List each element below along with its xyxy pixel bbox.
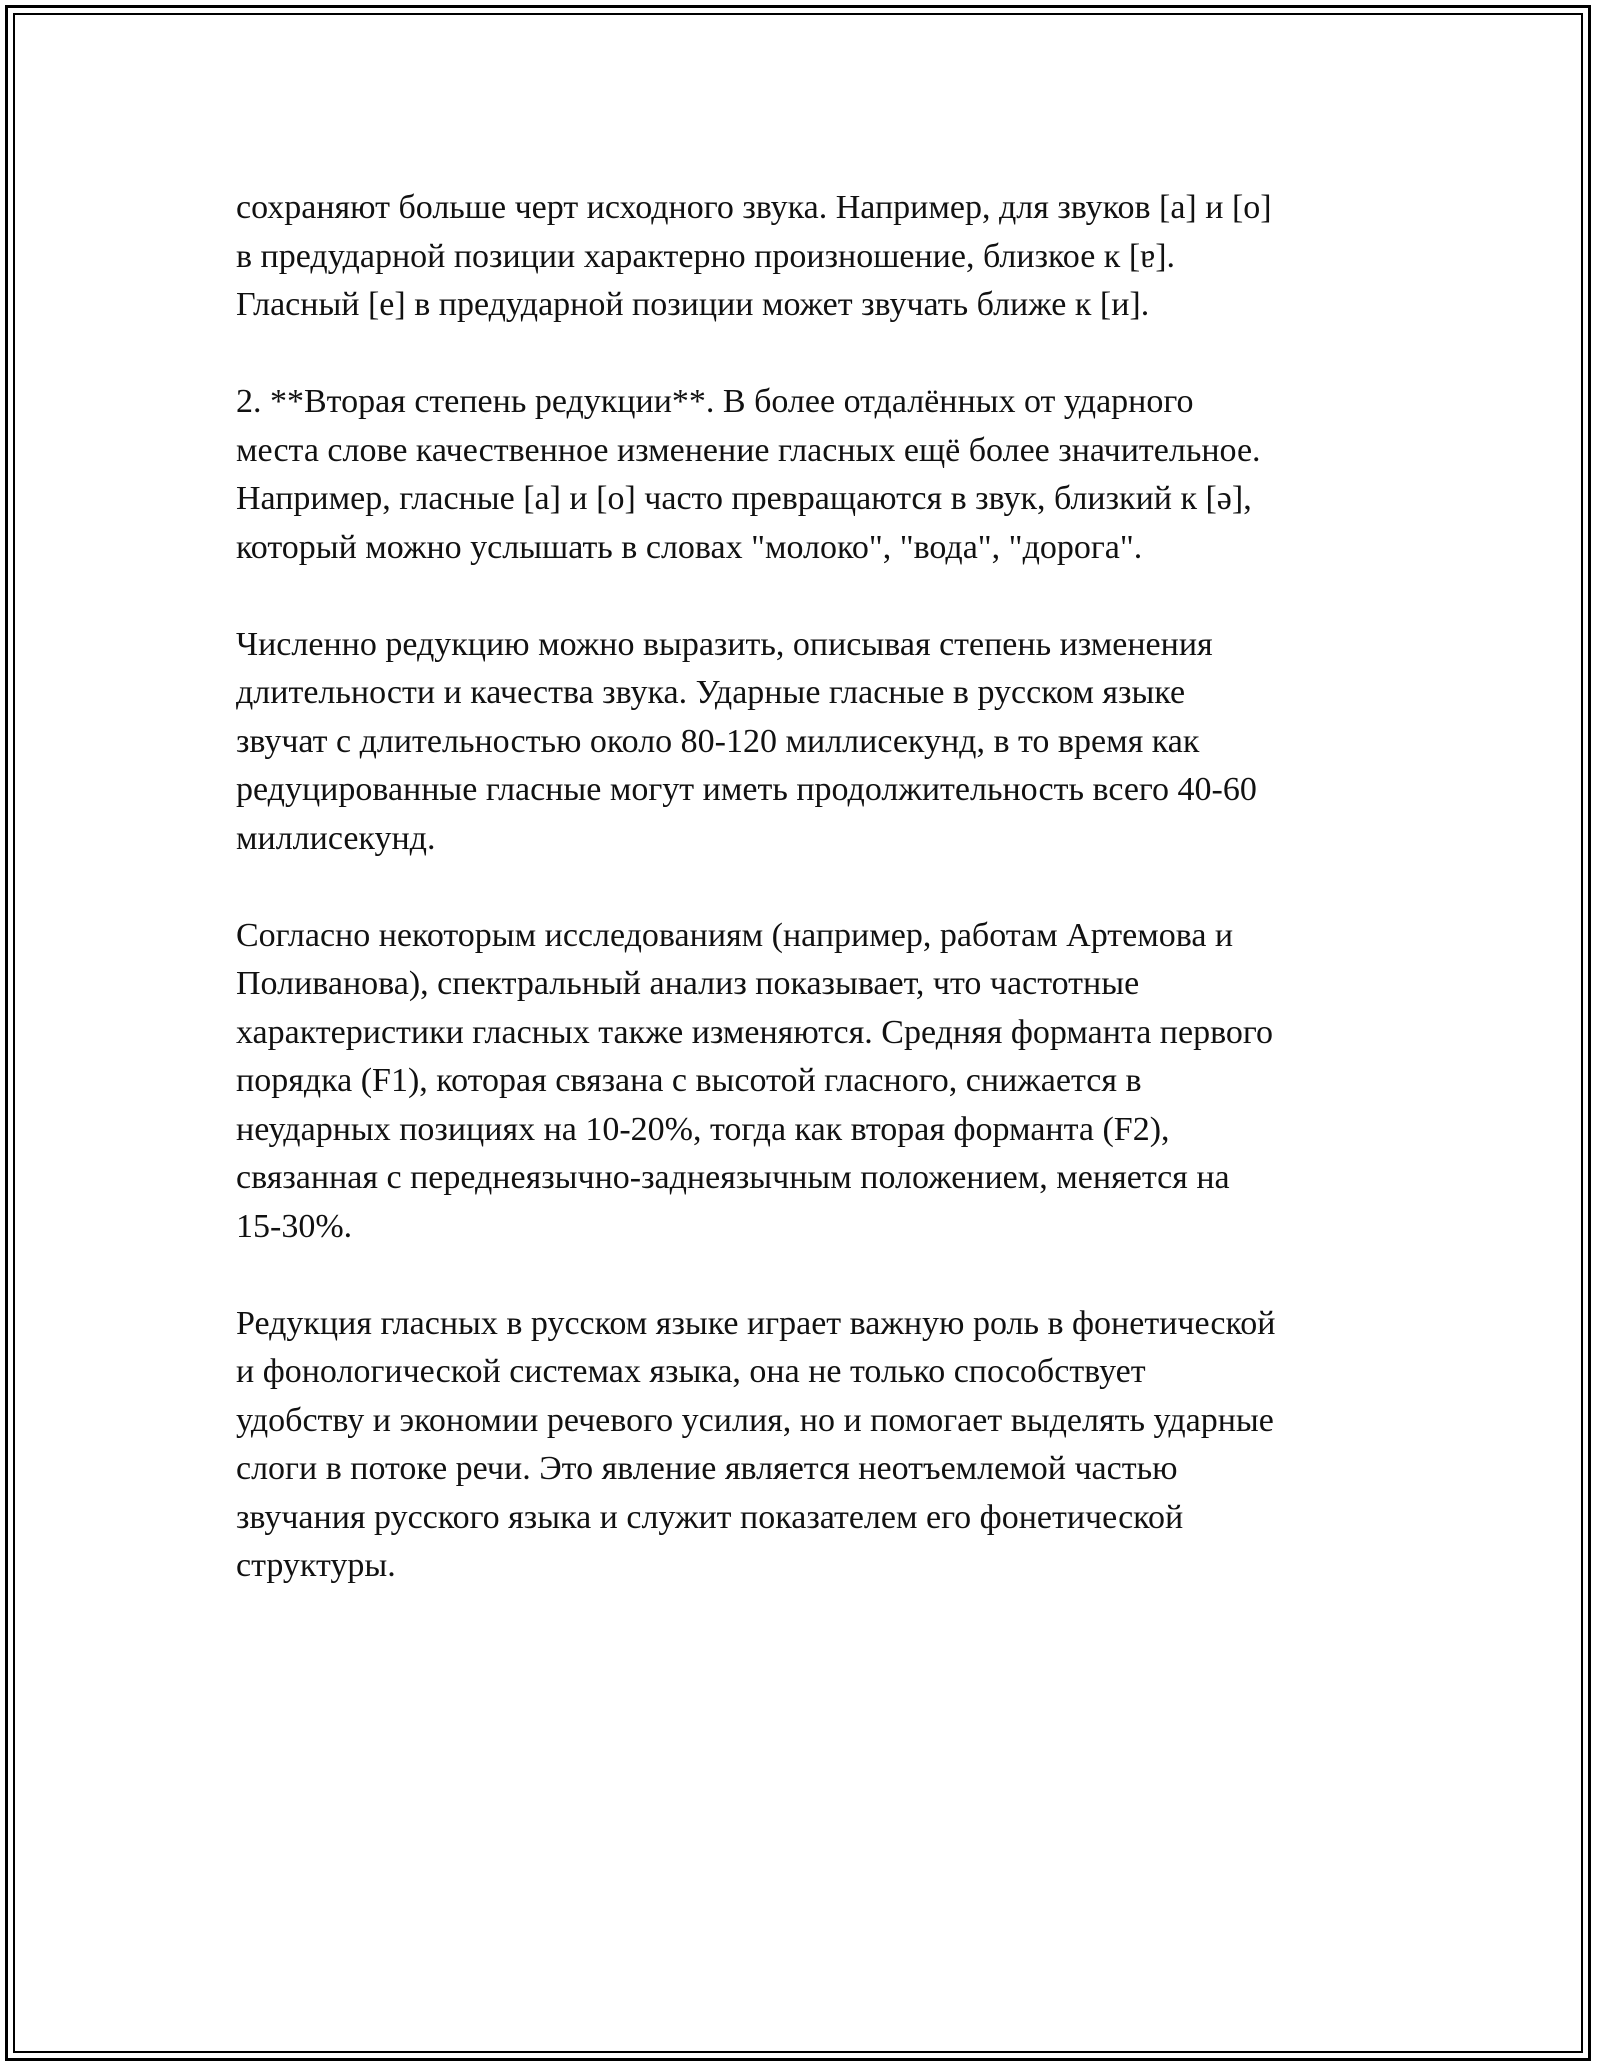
text-line: удобству и экономии речевого усилия, но и помогает выделять ударные (236, 1401, 1274, 1439)
paragraph-1 (236, 184, 1376, 330)
text-line: звучат с длительностью около 80-120 миллисекунд, в то время как (236, 722, 1200, 760)
paragraph-3 (236, 621, 1376, 864)
text-line: неударных позициях на 10-20%, тогда как вторая форманта (F2), (236, 1110, 1170, 1148)
text-line: миллисекунд. (236, 819, 436, 857)
text-line: Поливанова), спектральный анализ показывает, что частотные (236, 965, 1140, 1002)
document-body (236, 184, 1376, 1639)
text-line: Например, гласные [а] и [о] часто превращаются в звук, близкий к [ə], (236, 480, 1252, 517)
text-line: Численно редукцию можно выразить, описывая степень изменения (236, 625, 1213, 663)
text-line: и фонологической системах языка, она не только способствует (236, 1353, 1146, 1390)
text-line: звучания русского языка и служит показателем его фонетической (236, 1498, 1184, 1536)
text-line: длительности и качества звука. Ударные гласные в русском языке (236, 674, 1186, 711)
text-line: слоги в потоке речи. Это явление является неотъемлемой частью (236, 1450, 1178, 1487)
text-line: характеристики гласных также изменяются. Средняя форманта первого (236, 1013, 1274, 1051)
text-line: который можно услышать в словах "молоко", "вода", "дорога". (236, 528, 1143, 566)
paragraph-2 (236, 378, 1376, 572)
text-line: порядка (F1), которая связана с высотой гласного, снижается в (236, 1062, 1142, 1099)
text-line: Гласный [е] в предударной позиции может звучать ближе к [и]. (236, 286, 1150, 323)
text-line: 2. **Вторая степень редукции**. В более отдалённых от ударного (236, 383, 1194, 420)
text-line: Согласно некоторым исследованиям (например, работам Артемова и (236, 916, 1234, 954)
text-line: Редукция гласных в русском языке играет важную роль в фонетической (236, 1304, 1276, 1342)
text-line: структуры. (236, 1547, 396, 1584)
text-line: редуцированные гласные могут иметь продолжительность всего 40-60 (236, 771, 1257, 808)
text-line: места слове качественное изменение гласных ещё более значительное. (236, 431, 1261, 469)
paragraph-5 (236, 1300, 1376, 1591)
text-line: в предударной позиции характерно произношение, близкое к [ɐ]. (236, 237, 1176, 275)
text-line: связанная с переднеязычно-заднеязычным положением, меняется на (236, 1159, 1230, 1196)
text-line: сохраняют больше черт исходного звука. Например, для звуков [а] и [о] (236, 189, 1272, 226)
text-line: 15-30%. (236, 1207, 353, 1245)
paragraph-4 (236, 912, 1376, 1252)
